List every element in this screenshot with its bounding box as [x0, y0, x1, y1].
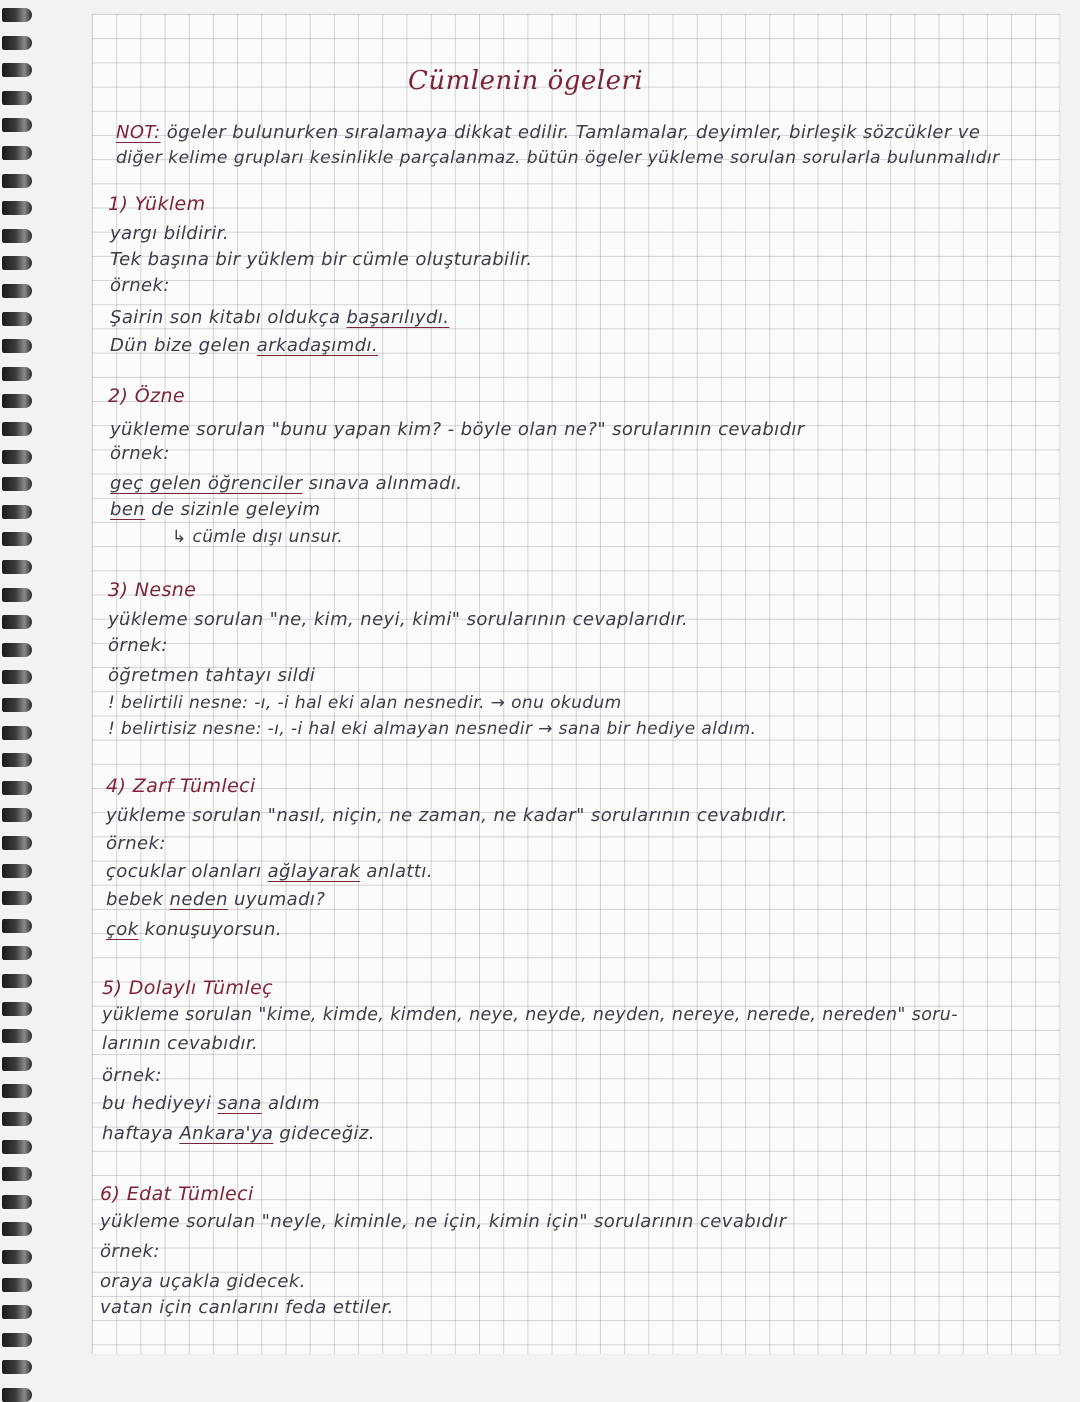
spiral-ring — [2, 588, 32, 602]
spiral-ring — [2, 505, 32, 519]
section-4-example-3: çok konuşuyorsun. — [106, 919, 282, 940]
spiral-ring — [2, 974, 32, 988]
section-6-line-1: yükleme sorulan "neyle, kiminle, ne için, kimin için" sorularının cevabıdır — [100, 1211, 787, 1232]
spiral-ring — [2, 229, 32, 243]
spiral-ring — [2, 256, 32, 270]
spiral-ring — [2, 1002, 32, 1016]
spiral-ring — [2, 1388, 32, 1402]
section-3-definite-object: ! belirtili nesne: -ı, -i hal eki alan nesnedir. → onu okudum — [108, 693, 622, 713]
spiral-ring — [2, 698, 32, 712]
note-text-1: ögeler bulunurken sıralamaya dikkat edilir. Tamlamalar, deyimler, birleşik sözcükler ve — [166, 122, 981, 143]
spiral-ring — [2, 312, 32, 326]
spiral-ring — [2, 118, 32, 132]
section-4-example-label: örnek: — [106, 833, 166, 854]
section-3-indefinite-object: ! belirtisiz nesne: -ı, -i hal eki almayan nesnedir → sana bir hediye aldım. — [108, 719, 757, 739]
section-2-example-2: ben de sizinle geleyim — [110, 499, 321, 520]
spiral-ring — [2, 753, 32, 767]
section-1-example-1: Şairin son kitabı oldukça başarılıydı. — [110, 307, 450, 328]
section-6-example-label: örnek: — [100, 1241, 160, 1262]
section-1-line-2: Tek başına bir yüklem bir cümle oluşturabilir. — [110, 249, 533, 270]
section-5-heading: 5) Dolaylı Tümleç — [102, 977, 274, 999]
section-3-example-label: örnek: — [108, 635, 168, 656]
spiral-ring — [2, 8, 32, 22]
spiral-ring — [2, 891, 32, 905]
spiral-ring — [2, 808, 32, 822]
spiral-ring — [2, 836, 32, 850]
spiral-ring — [2, 919, 32, 933]
section-1-example-label: örnek: — [110, 275, 170, 296]
section-5-line-1: yükleme sorulan "kime, kimde, kimden, neye, neyde, neyden, nereye, nerede, nereden" soru- — [102, 1005, 958, 1025]
section-2-arrow-note: ↳ cümle dışı unsur. — [172, 527, 344, 547]
spiral-ring — [2, 726, 32, 740]
spiral-ring — [2, 1333, 32, 1347]
spiral-ring — [2, 560, 32, 574]
section-3-line-1: yükleme sorulan "ne, kim, neyi, kimi" sorularının cevaplarıdır. — [108, 609, 689, 630]
spiral-ring — [2, 422, 32, 436]
spiral-ring — [2, 339, 32, 353]
spiral-ring — [2, 1112, 32, 1126]
spiral-ring — [2, 174, 32, 188]
note-label: NOT: — [116, 122, 161, 143]
spiral-ring — [2, 1305, 32, 1319]
spiral-ring — [2, 367, 32, 381]
note-line-2: diğer kelime grupları kesinlikle parçalanmaz. bütün ögeler yükleme sorulan sorularla bulunmalıdır — [116, 148, 1000, 168]
section-3-heading: 3) Nesne — [108, 579, 197, 601]
spiral-ring — [2, 477, 32, 491]
section-5-line-2: larının cevabıdır. — [102, 1033, 259, 1054]
spiral-ring — [2, 450, 32, 464]
section-5-example-1: bu hediyeyi sana aldım — [102, 1093, 320, 1114]
spiral-ring — [2, 643, 32, 657]
section-4-line-1: yükleme sorulan "nasıl, niçin, ne zaman, ne kadar" sorularının cevabıdır. — [106, 805, 788, 826]
spiral-ring — [2, 1278, 32, 1292]
section-4-example-1: çocuklar olanları ağlayarak anlattı. — [106, 861, 433, 882]
section-6-heading: 6) Edat Tümleci — [100, 1183, 254, 1205]
spiral-ring — [2, 1084, 32, 1098]
section-2-heading: 2) Özne — [108, 385, 186, 407]
spiral-ring — [2, 146, 32, 160]
section-1-line-1: yargı bildirir. — [110, 223, 229, 244]
section-1-heading: 1) Yüklem — [108, 193, 206, 215]
spiral-ring — [2, 1250, 32, 1264]
spiral-ring — [2, 284, 32, 298]
spiral-ring — [2, 1222, 32, 1236]
spiral-ring — [2, 864, 32, 878]
spiral-ring — [2, 1029, 32, 1043]
spiral-ring — [2, 670, 32, 684]
section-6-example-2: vatan için canlarını feda ettiler. — [100, 1297, 394, 1318]
note-line-1 — [116, 122, 980, 143]
spiral-ring — [2, 63, 32, 77]
section-3-example-1: öğretmen tahtayı sildi — [108, 665, 316, 686]
spiral-ring — [2, 201, 32, 215]
section-1-example-2: Dün bize gelen arkadaşımdı. — [110, 335, 378, 356]
spiral-ring — [2, 1057, 32, 1071]
section-2-example-label: örnek: — [110, 443, 170, 464]
spiral-ring — [2, 36, 32, 50]
spiral-ring — [2, 1195, 32, 1209]
page-title: Cümlenin ögeleri — [408, 66, 644, 96]
spiral-ring — [2, 1167, 32, 1181]
section-2-line-1: yükleme sorulan "bunu yapan kim? - böyle olan ne?" sorularının cevabıdır — [110, 419, 805, 440]
spiral-binding — [0, 0, 40, 1397]
spiral-ring — [2, 91, 32, 105]
spiral-ring — [2, 394, 32, 408]
spiral-ring — [2, 532, 32, 546]
section-4-example-2: bebek neden uyumadı? — [106, 889, 326, 910]
spiral-ring — [2, 946, 32, 960]
section-4-heading: 4) Zarf Tümleci — [106, 775, 256, 797]
spiral-ring — [2, 781, 32, 795]
section-5-example-2: haftaya Ankara'ya gideceğiz. — [102, 1123, 375, 1144]
spiral-ring — [2, 1360, 32, 1374]
section-2-example-1: geç gelen öğrenciler sınava alınmadı. — [110, 473, 463, 494]
section-5-example-label: örnek: — [102, 1065, 162, 1086]
spiral-ring — [2, 1140, 32, 1154]
section-6-example-1: oraya uçakla gidecek. — [100, 1271, 306, 1292]
spiral-ring — [2, 615, 32, 629]
